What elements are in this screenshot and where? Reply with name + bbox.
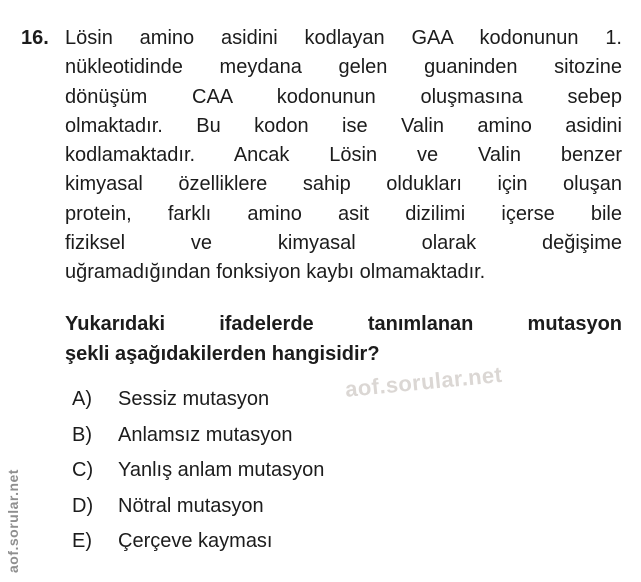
- question-body-line: protein, farklı amino asit dizilimi içerse bile: [65, 202, 622, 225]
- option-c-text: Yanlış anlam mutasyon: [118, 459, 325, 481]
- option-a-letter: A): [72, 388, 92, 410]
- option-b: [72, 424, 532, 446]
- option-c: [72, 459, 532, 481]
- option-b-text: Anlamsız mutasyon: [118, 423, 293, 446]
- question-body-line: Lösin amino asidini kodlayan GAA kodonunun 1.: [65, 27, 622, 49]
- question-body-line: uğramadığından fonksiyon kaybı olmamaktadır.: [65, 261, 486, 284]
- option-d-letter: D): [72, 494, 94, 517]
- question-body-line: dönüşüm CAA kodonunun oluşmasına sebep: [65, 85, 622, 108]
- options-list: [72, 388, 532, 566]
- watermark-center: aof.sorular.net: [344, 361, 504, 402]
- option-a-text: Sessiz mutasyon: [118, 388, 270, 410]
- question-body: [65, 24, 622, 288]
- option-e-text: Çerçeve kayması: [118, 530, 273, 552]
- question-stem: [65, 309, 622, 369]
- question-body-line: nükleotidinde meydana gelen guaninden sitozine: [65, 56, 622, 79]
- option-d: [72, 495, 532, 517]
- question-body-line: kodlamaktadır. Ancak Lösin ve Valin benzer: [65, 144, 622, 167]
- option-b-letter: B): [72, 423, 92, 446]
- question-number: 16.: [21, 27, 49, 49]
- option-e: [72, 530, 532, 552]
- question-body-line: kimyasal özelliklere sahip oldukları için oluşan: [65, 173, 622, 196]
- question-stem-line: şekli aşağıdakilerden hangisidir?: [65, 343, 380, 365]
- question-stem-line: Yukarıdaki ifadelerde tanımlanan mutasyon: [65, 313, 622, 335]
- option-d-text: Nötral mutasyon: [118, 494, 264, 517]
- option-a: [72, 388, 532, 410]
- option-e-letter: E): [72, 530, 92, 552]
- question-body-line: fiziksel ve kimyasal olarak değişime: [65, 232, 622, 255]
- question-body-line: olmaktadır. Bu kodon ise Valin amino asidini: [65, 114, 622, 137]
- option-c-letter: C): [72, 459, 94, 481]
- watermark-left-vertical: aof.sorular.net: [5, 469, 21, 573]
